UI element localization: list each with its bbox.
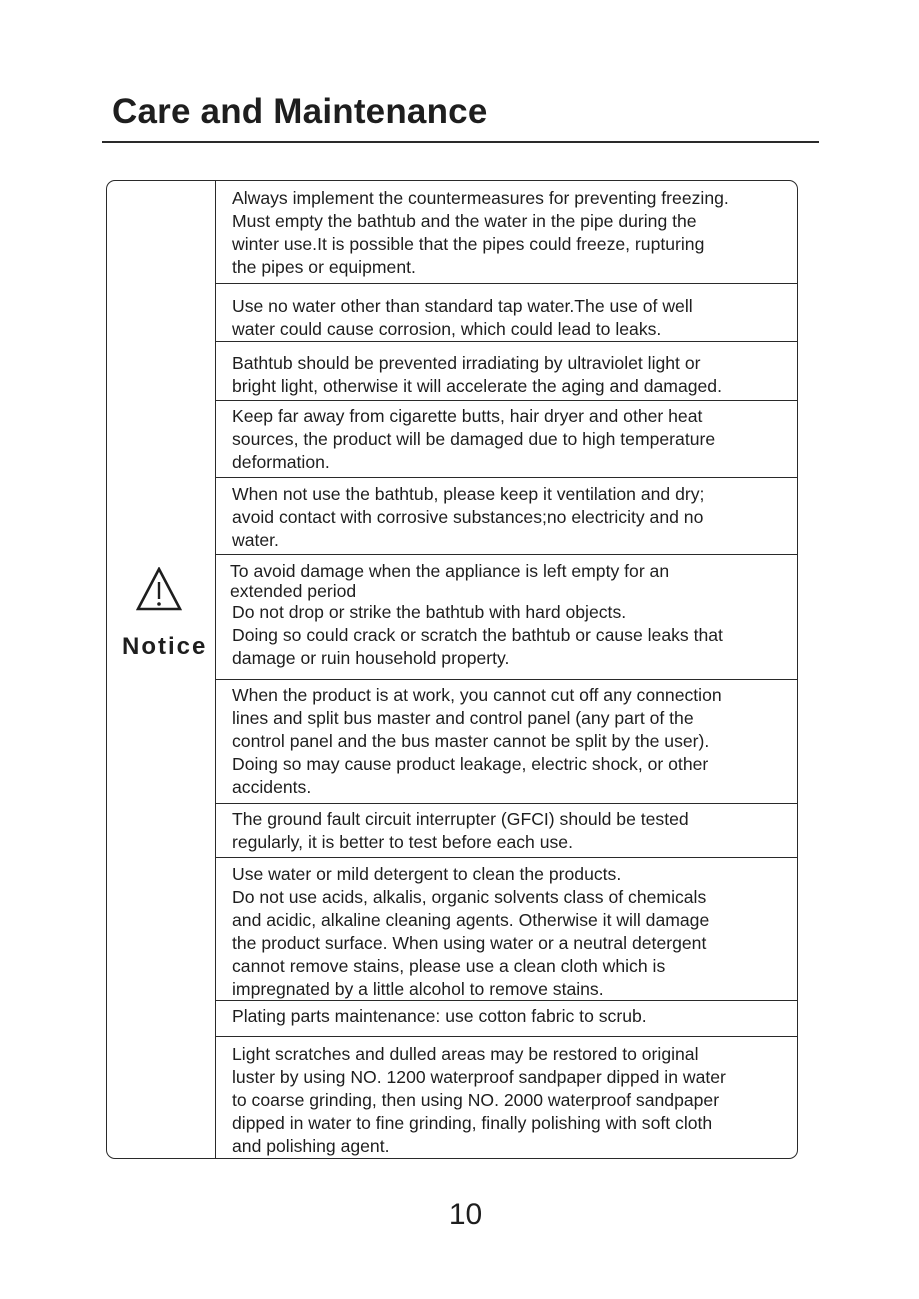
item-text-line: Doing so could crack or scratch the bathtub or cause leaks that xyxy=(232,625,723,645)
list-item xyxy=(216,401,797,478)
list-item xyxy=(216,858,797,1001)
item-text-line: When not use the bathtub, please keep it ventilation and dry; xyxy=(232,484,705,504)
item-text-line: Bathtub should be prevented irradiating by ultraviolet light or xyxy=(232,353,701,373)
item-text-line: accidents. xyxy=(232,777,312,797)
item-text-line: luster by using NO. 1200 waterproof sandpaper dipped in water xyxy=(232,1067,726,1087)
item-text-line: lines and split bus master and control panel (any part of the xyxy=(232,708,694,728)
item-text-line: extended period xyxy=(230,581,357,601)
item-text-line: the pipes or equipment. xyxy=(232,257,416,277)
item-text-line: Use water or mild detergent to clean the products. xyxy=(232,864,622,884)
notice-items xyxy=(216,181,797,1158)
item-text-line: regularly, it is better to test before each use. xyxy=(232,832,573,852)
notice-column xyxy=(107,181,216,1158)
item-text-line: sources, the product will be damaged due to high temperature xyxy=(232,429,716,449)
item-text-line: Keep far away from cigarette butts, hair dryer and other heat xyxy=(232,406,703,426)
list-item xyxy=(216,181,797,284)
notice-table xyxy=(106,180,798,1159)
item-text-line: dipped in water to fine grinding, finally polishing with soft cloth xyxy=(232,1113,713,1133)
item-text-line: Light scratches and dulled areas may be restored to original xyxy=(232,1044,699,1064)
item-text-line: Use no water other than standard tap water.The use of well xyxy=(232,296,693,316)
item-text-line: bright light, otherwise it will accelerate the aging and damaged. xyxy=(232,376,722,396)
list-item xyxy=(216,804,797,858)
page-number: 10 xyxy=(448,1198,483,1231)
item-text-line: and acidic, alkaline cleaning agents. Otherwise it will damage xyxy=(232,910,710,930)
list-item xyxy=(216,284,797,342)
item-text-line: to coarse grinding, then using NO. 2000 waterproof sandpaper xyxy=(232,1090,720,1110)
item-text-line: avoid contact with corrosive substances;no electricity and no xyxy=(232,507,704,527)
list-item xyxy=(216,1037,797,1160)
item-text-line: control panel and the bus master cannot be split by the user). xyxy=(232,731,710,751)
item-text-line: the product surface. When using water or a neutral detergent xyxy=(232,933,707,953)
item-text-line: deformation. xyxy=(232,452,330,472)
item-text-line: and polishing agent. xyxy=(232,1136,390,1156)
item-text-line: water. xyxy=(232,530,279,550)
list-item xyxy=(216,1001,797,1037)
item-text-line: The ground fault circuit interrupter (GFCI) should be tested xyxy=(232,809,689,829)
item-text-line: Must empty the bathtub and the water in the pipe during the xyxy=(232,211,697,231)
item-text-line: Doing so may cause product leakage, electric shock, or other xyxy=(232,754,709,774)
list-item xyxy=(216,478,797,555)
item-text-line: water could cause corrosion, which could lead to leaks. xyxy=(232,319,662,339)
item-text-line: damage or ruin household property. xyxy=(232,648,510,668)
item-text-line: impregnated by a little alcohol to remove stains. xyxy=(232,979,604,999)
item-text-line: Do not drop or strike the bathtub with hard objects. xyxy=(232,602,627,622)
warning-triangle-icon xyxy=(136,567,182,611)
item-text-line: When the product is at work, you cannot cut off any connection xyxy=(232,685,722,705)
page-title: Care and Maintenance xyxy=(112,92,488,131)
item-text-line: Always implement the countermeasures for preventing freezing. xyxy=(232,188,729,208)
item-text-line: cannot remove stains, please use a clean cloth which is xyxy=(232,956,666,976)
title-divider xyxy=(102,141,819,143)
notice-label: Notice xyxy=(122,633,208,660)
item-text-line: Plating parts maintenance: use cotton fabric to scrub. xyxy=(232,1006,647,1026)
list-item xyxy=(216,680,797,804)
list-item xyxy=(216,342,797,401)
list-item xyxy=(216,555,797,680)
item-text-line: To avoid damage when the appliance is left empty for an xyxy=(230,561,670,581)
item-text-line: Do not use acids, alkalis, organic solvents class of chemicals xyxy=(232,887,707,907)
item-text-line: winter use.It is possible that the pipes could freeze, rupturing xyxy=(232,234,705,254)
